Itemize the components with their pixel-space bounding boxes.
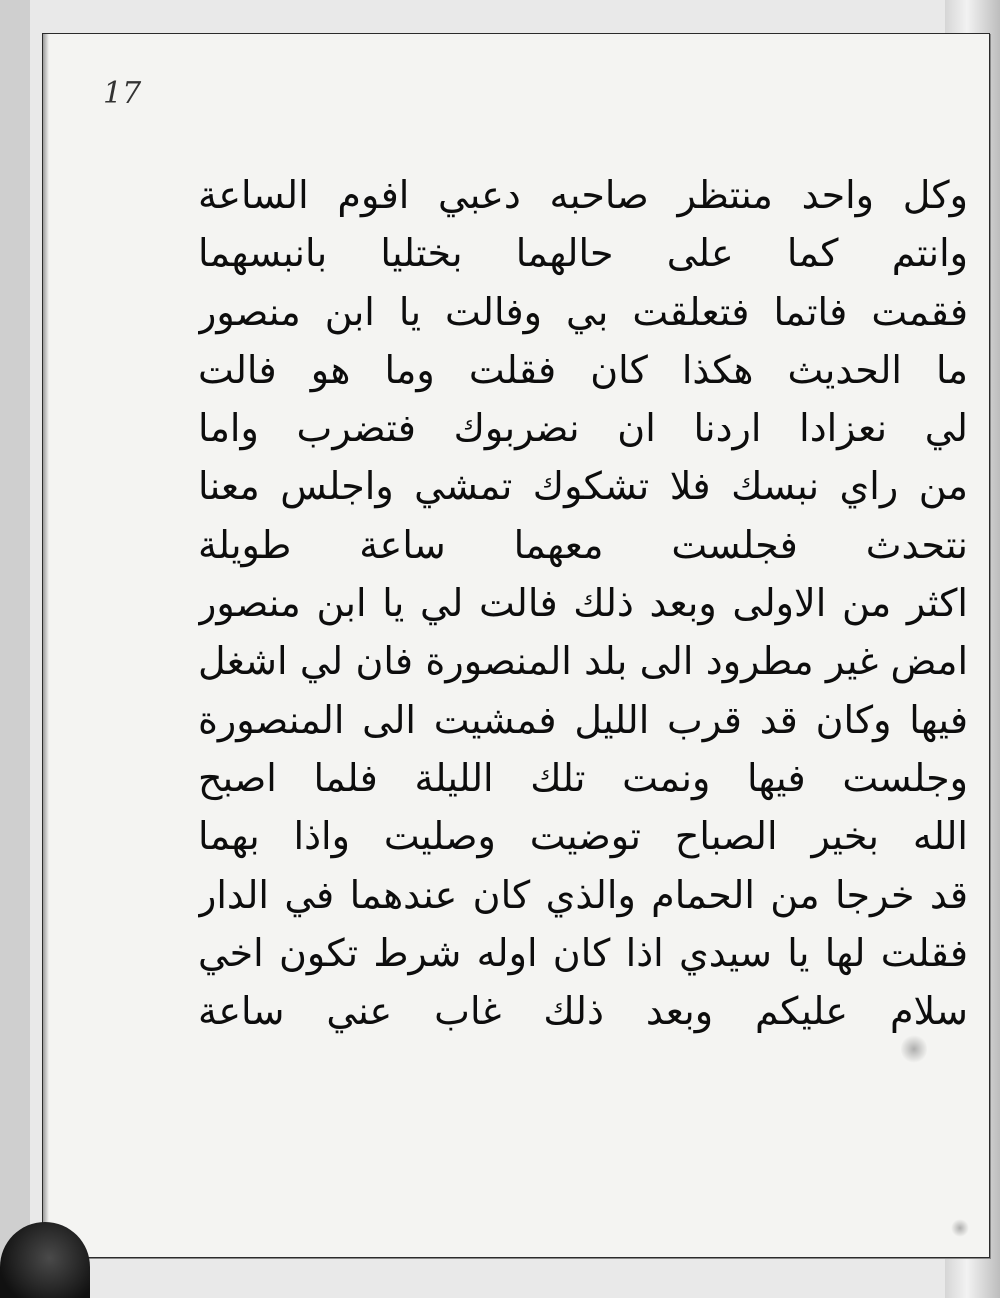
text-line: وانتم كما على حالهما بختليا بانبسهما xyxy=(198,231,968,276)
arabic-text-block xyxy=(198,166,968,1040)
text-line: وجلست فيها ونمت تلك الليلة فلما اصبح xyxy=(198,755,968,800)
page-gutter-shadow xyxy=(43,34,49,1257)
text-line: سلام عليكم وبعد ذلك غاب عني ساعة xyxy=(198,989,968,1034)
folio-number: 17 xyxy=(103,76,142,111)
text-line: قد خرجا من الحمام والذي كان عندهما في الدار xyxy=(198,872,968,917)
paper-stain xyxy=(951,1219,969,1237)
text-line: فيها وكان قد قرب الليل فمشيت الى المنصورة xyxy=(198,697,968,742)
text-line: اكثر من الاولى وبعد ذلك فالت لي يا ابن منصور xyxy=(198,581,968,626)
text-line: ما الحديث هكذا كان فقلت وما هو فالت xyxy=(198,347,968,392)
text-line: امض غير مطرود الى بلد المنصورة فان لي اشغل xyxy=(198,639,968,684)
manuscript-page xyxy=(42,33,990,1258)
paper-stain xyxy=(901,1034,927,1064)
text-line: لي نعزادا اردنا ان نضربوك فتضرب واما xyxy=(198,406,968,451)
text-line: الله بخير الصباح توضيت وصليت واذا بهما xyxy=(198,814,968,859)
text-line: فقلت لها يا سيدي اذا كان اوله شرط تكون اخي xyxy=(198,930,968,975)
text-line: نتحدث فجلست معهما ساعة طويلة xyxy=(198,522,968,567)
text-line: وكل واحد منتظر صاحبه دعبي افوم الساعة xyxy=(198,173,968,217)
text-line: من راي نبسك فلا تشكوك تمشي واجلس معنا xyxy=(198,464,968,509)
text-line: فقمت فاتما فتعلقت بي وفالت يا ابن منصور xyxy=(198,289,968,334)
